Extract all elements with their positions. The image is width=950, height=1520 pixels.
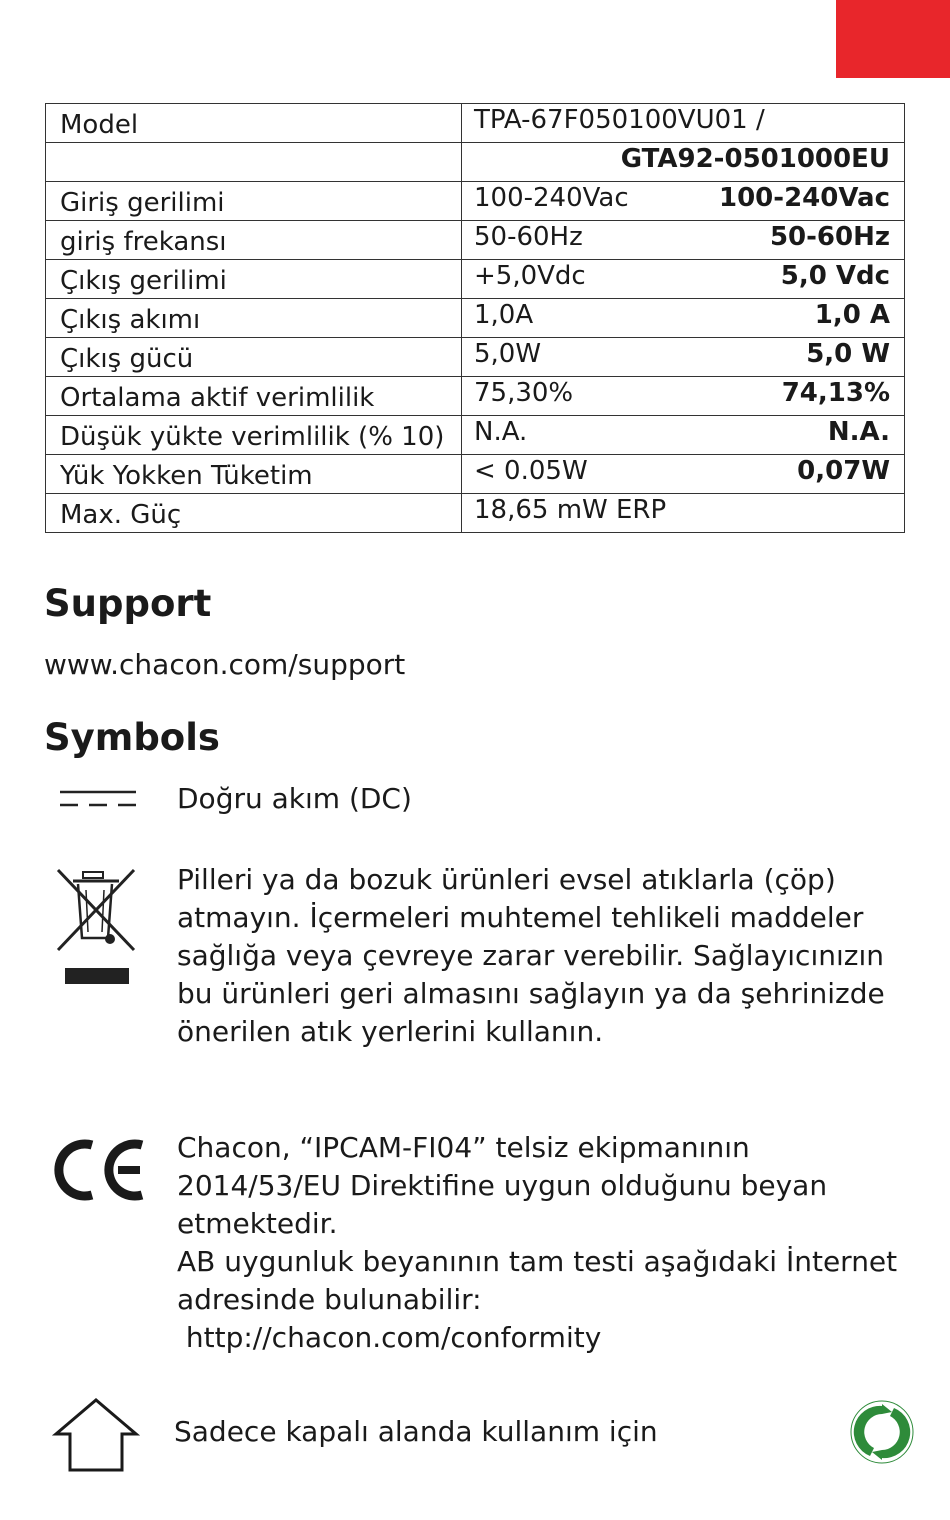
ce-line-3: etmektedir. [177, 1207, 338, 1240]
indoor-use-text: Sadece kapalı alanda kullanım için [174, 1415, 658, 1448]
table-row [46, 338, 905, 377]
ce-line-1: Chacon, “IPCAM-FI04” telsiz ekipmanının [177, 1131, 750, 1164]
house-icon [52, 1396, 140, 1474]
table-row [46, 299, 905, 338]
row-label: Düşük yükte verimlilik (% 10) [46, 416, 462, 455]
row-label: Model [46, 104, 462, 143]
row-label: Çıkış gerilimi [46, 260, 462, 299]
row-value: +5,0Vdc [474, 261, 586, 291]
row-value-bold: 5,0 Vdc [780, 261, 890, 291]
row-value-bold: N.A. [827, 417, 890, 447]
table-row [46, 455, 905, 494]
table-row [46, 221, 905, 260]
row-label [46, 143, 462, 182]
row-value: TPA-67F050100VU01 / [474, 105, 765, 135]
row-label: Ortalama aktif verimlilik [46, 377, 462, 416]
specs-table [45, 103, 905, 533]
row-value-bold: 0,07W [797, 456, 890, 486]
row-label: Çıkış akımı [46, 299, 462, 338]
weee-line-3: sağlığa veya çevreye zarar verebilir. Sağlayıcınızın [177, 939, 884, 972]
row-value-bold: GTA92-0501000EU [620, 144, 890, 174]
row-value: < 0.05W [474, 456, 588, 486]
dc-description: Doğru akım (DC) [177, 782, 412, 815]
direct-current-icon [60, 788, 136, 810]
table-row [46, 143, 905, 182]
row-value: N.A. [474, 417, 528, 447]
crossed-bin-icon [56, 866, 138, 986]
ce-line-4: AB uygunluk beyanının tam testi aşağıdaki İnternet [177, 1245, 898, 1278]
row-value-bold: 1,0 A [814, 300, 890, 330]
support-url: www.chacon.com/support [44, 648, 406, 681]
row-value: 75,30% [474, 378, 574, 408]
row-value-bold: 50-60Hz [769, 222, 890, 252]
row-value-bold: 5,0 W [806, 339, 890, 369]
support-heading: Support [44, 582, 212, 625]
weee-line-4: bu ürünleri geri almasını sağlayın ya da şehrinizde [177, 977, 885, 1010]
row-value-bold: 74,13% [781, 378, 890, 408]
row-label: giriş frekansı [46, 221, 462, 260]
ce-mark-icon [52, 1135, 148, 1205]
symbols-heading: Symbols [44, 716, 220, 759]
row-label: Max. Güç [46, 494, 462, 533]
ce-line-2: 2014/53/EU Direktifine uygun olduğunu beyan [177, 1169, 828, 1202]
table-row [46, 494, 905, 533]
conformity-url: http://chacon.com/conformity [177, 1321, 602, 1354]
table-row [46, 416, 905, 455]
row-value: 18,65 mW ERP [474, 495, 667, 525]
table-row [46, 182, 905, 221]
table-row [46, 104, 905, 143]
row-value: 1,0A [474, 300, 534, 330]
row-label: Yük Yokken Tüketim [46, 455, 462, 494]
weee-line-5: önerilen atık yerlerini kullanın. [177, 1015, 604, 1048]
weee-line-2: atmayın. İçermeleri muhtemel tehlikeli maddeler [177, 901, 864, 934]
row-value-bold: 100-240Vac [719, 183, 890, 213]
row-label: Giriş gerilimi [46, 182, 462, 221]
ce-line-5: adresinde bulunabilir: [177, 1283, 482, 1316]
table-row [46, 377, 905, 416]
row-value: 5,0W [474, 339, 542, 369]
table-row [46, 260, 905, 299]
weee-line-1: Pilleri ya da bozuk ürünleri evsel atıklarla (çöp) [177, 863, 836, 896]
green-dot-icon [850, 1400, 914, 1464]
corner-tab [836, 0, 950, 78]
row-label: Çıkış gücü [46, 338, 462, 377]
row-value: 50-60Hz [474, 222, 583, 252]
row-value: 100-240Vac [474, 183, 629, 213]
